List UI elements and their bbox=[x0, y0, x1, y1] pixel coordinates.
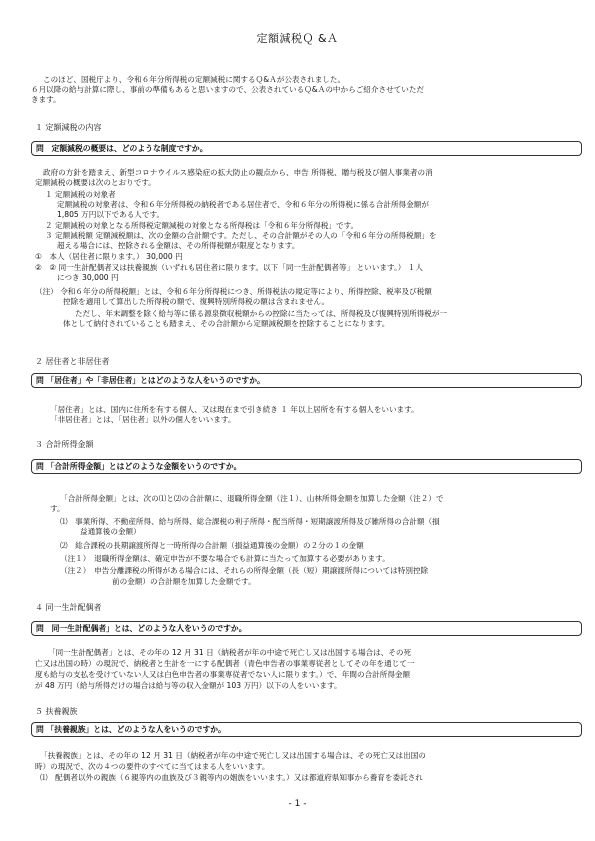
question-box bbox=[31, 141, 582, 156]
body-line: 益通算後の金額） bbox=[80, 527, 141, 536]
body-line: ただし、年末調整を除く給与等に係る源泉徴収税額からの控除に当たっては、所得税及び復興特別所得税が一 bbox=[75, 309, 448, 318]
body-line: 1,805 万円以下である人です。 bbox=[57, 210, 165, 219]
question-text: 問 定額減税の概要は、どのような制度ですか。 bbox=[36, 144, 208, 153]
body-line: 「合計所得金額」とは、次の⑴と⑵の合計額に、退職所得金額（注１）、山林所得金額を加算した金額（注２）で bbox=[60, 494, 444, 503]
body-line: ３ 定額減税額 定額減税額は、次の金額の合計額です。ただし、その合計額がその人の「令和６年分の所得税額」を bbox=[45, 231, 437, 240]
body-line: が 48 万円（給与所得だけの場合は給与等の収入金額が 103 万円）以下の人をいいます。 bbox=[35, 681, 342, 690]
body-line: 前の金額）の合計額を加算した金額です。 bbox=[112, 577, 256, 586]
question-text: 問 「扶養親族」とは、どのような人をいうのですか。 bbox=[36, 725, 226, 734]
body-line: につき 30,000 円 bbox=[57, 273, 119, 282]
document-title: 定額減税Ｑ &Ａ bbox=[256, 32, 339, 45]
body-line: ① 本人（居住者に限ります。） 30,000 円 bbox=[35, 252, 183, 261]
body-line: 定額減税の概要は次のとおりです。 bbox=[35, 178, 156, 187]
section-heading: ５ 扶養親族 bbox=[35, 707, 78, 716]
body-line: ② ② 同一生計配偶者又は扶養親族（いずれも居住者に限ります。以下「同一生計配偶者等」 といいます。） １人 bbox=[35, 263, 423, 272]
body-line: 控除を適用して算出した所得税の額で、復興特別所得税の額は含まれません。 bbox=[63, 297, 330, 306]
body-line: ⑵ 総合課税の長期譲渡所得と一時所得の合計額（損益通算後の金額）の２分の１の金額 bbox=[60, 541, 364, 550]
body-line: （注） 令和６年分の所得税額」とは、令和６年分所得税につき、所得税法の規定等により、所得控除、税率及び税額 bbox=[35, 287, 432, 296]
question-text: 問 「居住者」や「非居住者」とはどのような人をいうのですか。 bbox=[36, 376, 265, 385]
question-text: 問 「合計所得金額」とはどのような金額をいうのですか。 bbox=[36, 462, 242, 471]
body-line: ⑴ 事業所得、不動産所得、給与所得、総合課税の利子所得・配当所得・短期譲渡所得及び雑所得の合計額（損 bbox=[60, 517, 440, 526]
section-heading: ４ 同一生計配偶者 bbox=[35, 603, 102, 612]
section-heading: ３ 合計所得金額 bbox=[35, 440, 94, 449]
intro-line: きます。 bbox=[31, 95, 61, 104]
body-line: 度も給与の支払を受けていない人又は白色申告者の事業専従者でない人に限ります。）で、年間の合計所得金額 bbox=[35, 670, 411, 679]
body-line: １ 定額減税の対象者 bbox=[45, 190, 116, 199]
intro-line: ６月以降の給与計算に際し、事前の準備もあると思いますので、公表されているＱ&Ａの中からご紹介させていただ bbox=[31, 85, 425, 94]
body-line: （注１） 退職所得金額は、確定申告が不要な場合でも計算に当たって加算する必要があります。 bbox=[60, 554, 390, 563]
intro-line: このほど、国税庁より、令和６年分所得税の定額減税に関するＱ&Ａが公表されました。 bbox=[43, 75, 346, 84]
body-line: 定額減税の対象者は、令和６年分所得税の納税者である居住者で、令和６年分の所得税に係る合計所得金額が bbox=[57, 200, 429, 209]
question-box bbox=[31, 373, 582, 388]
body-line: 「同一生計配偶者」とは、その年の 12 月 31 日（納税者が年の中途で死亡し又は出国する場合は、その死 bbox=[48, 648, 412, 657]
question-box bbox=[31, 459, 582, 474]
question-box bbox=[31, 621, 582, 636]
body-line: ２ 定額減税の対象となる所得税定額減税の対象となる所得税は「令和６年分所得税」です。 bbox=[45, 221, 359, 230]
body-line: 亡又は出国の時）の現況で、納税者と生計を一にする配偶者（青色申告者の事業専従者としてその年を通じて一 bbox=[35, 659, 415, 668]
body-line: す。 bbox=[50, 504, 65, 513]
section-heading: １ 定額減税の内容 bbox=[35, 123, 102, 132]
body-line: 体として納付されていることも踏まえ、その合計額から定額減税額を控除することになります。 bbox=[63, 319, 390, 328]
page-number: - 1 - bbox=[288, 799, 307, 809]
body-line: 政府の方針を踏まえ、新型コロナウイルス感染症の拡大防止の観点から、申告 所得税、贈与税及び個人事業者の消 bbox=[43, 168, 433, 177]
section-heading: ２ 居住者と非居住者 bbox=[35, 357, 110, 366]
question-box bbox=[31, 722, 582, 737]
question-text: 問 同一生計配偶者」とは、どのような人をいうのですか。 bbox=[36, 624, 247, 633]
body-line: 「扶養親族」とは、その年の 12 月 31 日（納税者が年の中途で死亡し又は出国する場合は、その死亡又は出国の bbox=[40, 751, 426, 760]
body-line: 超える場合には、控除される金額は、その所得税額が限度となります。 bbox=[57, 241, 300, 250]
body-line: 「居住者」とは、国内に住所を有する個人、又は現在まで引き続き １ 年以上居所を有する個人をいいます。 bbox=[50, 405, 419, 414]
body-line: ⑴ 配偶者以外の親族（６親等内の血族及び３親等内の姻族をいいます。）又は都道府県知事から養育を委託され bbox=[40, 773, 423, 782]
body-line: （注２） 申告分離課税の所得がある場合には、それらの所得金額（長（短）期譲渡所得については特別控除 bbox=[60, 566, 429, 575]
body-line: 「非居住者」とは、「居住者」以外の個人をいいます。 bbox=[50, 415, 236, 424]
body-line: 時）の現況で、次の４つの要件のすべてに当てはまる人をいいます。 bbox=[35, 762, 270, 771]
